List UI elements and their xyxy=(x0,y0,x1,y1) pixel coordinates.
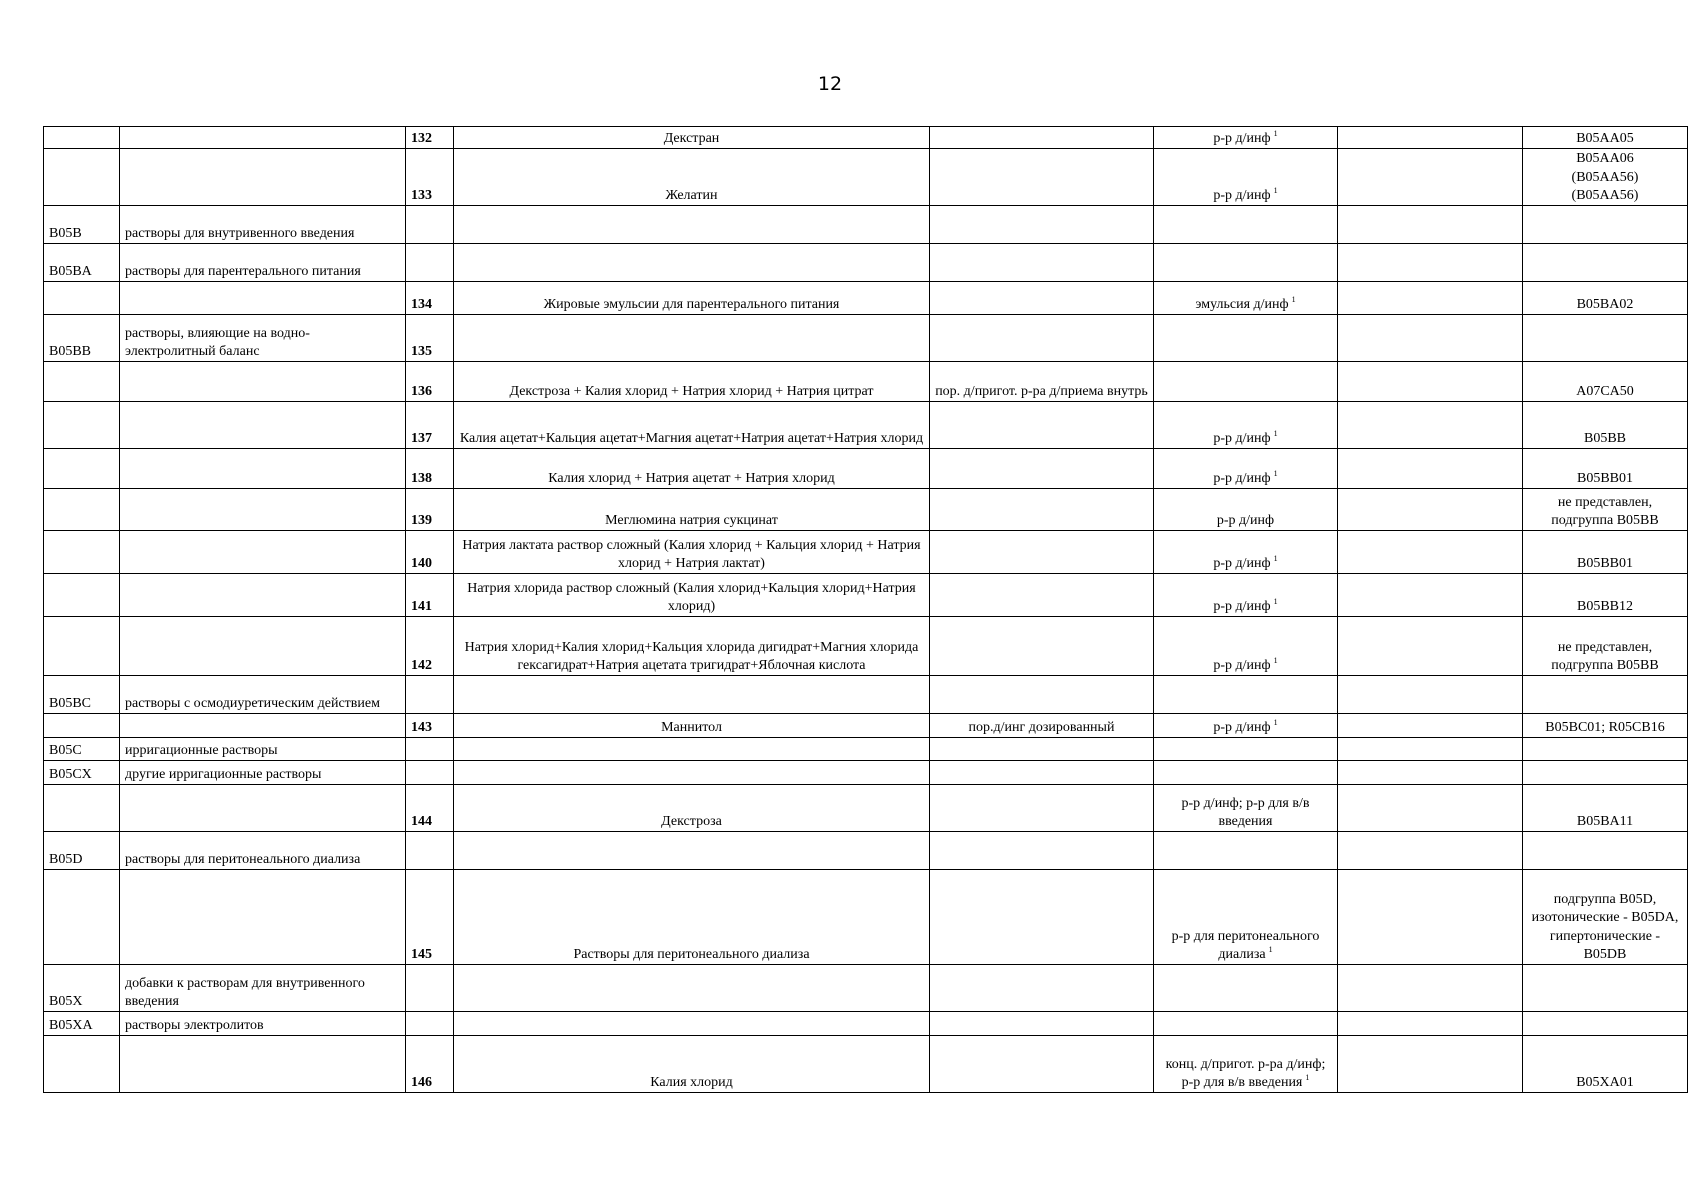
dosage-form xyxy=(930,149,1154,206)
atc-group-name xyxy=(120,870,406,965)
row-number xyxy=(406,127,454,149)
footnote-marker: 1 xyxy=(1273,129,1278,139)
dosage-form xyxy=(930,832,1154,870)
extra-cell xyxy=(1338,244,1523,282)
extra-cell xyxy=(1338,965,1523,1012)
atc-code xyxy=(1523,244,1688,282)
atc-code xyxy=(1523,489,1688,531)
row-number xyxy=(406,362,454,402)
table-row xyxy=(44,832,1688,870)
atc-group-code-text: B05CX xyxy=(49,766,92,782)
dosage-form-2 xyxy=(1154,870,1338,965)
row-number-text: 138 xyxy=(411,470,432,486)
atc-group-code xyxy=(44,449,120,489)
atc-group-code xyxy=(44,362,120,402)
row-number-text: 132 xyxy=(411,130,432,146)
drug-name xyxy=(454,402,930,449)
dosage-form-2 xyxy=(1154,127,1338,149)
atc-code xyxy=(1523,761,1688,785)
atc-group-code xyxy=(44,617,120,676)
row-number-text: 137 xyxy=(411,430,432,446)
dosage-form-2 xyxy=(1154,714,1338,738)
row-number xyxy=(406,1036,454,1093)
table-row xyxy=(44,617,1688,676)
atc-group-code xyxy=(44,531,120,574)
row-number-text: 144 xyxy=(411,813,432,829)
table-row xyxy=(44,676,1688,714)
row-number xyxy=(406,965,454,1012)
atc-code-text: B05BC01; R05CB16 xyxy=(1545,719,1665,735)
table-row xyxy=(44,402,1688,449)
row-number xyxy=(406,315,454,362)
atc-group-name xyxy=(120,617,406,676)
drug-name xyxy=(454,785,930,832)
atc-group-name-text: растворы для парентерального питания xyxy=(125,263,361,279)
dosage-form xyxy=(930,676,1154,714)
atc-group-code xyxy=(44,315,120,362)
footnote-marker: 1 xyxy=(1273,429,1278,439)
drug-name-text: Калия хлорид + Натрия ацетат + Натрия хлорид xyxy=(548,470,835,486)
atc-group-code xyxy=(44,832,120,870)
atc-code-text: B05BB01 xyxy=(1576,470,1633,486)
atc-group-code xyxy=(44,127,120,149)
dosage-form-2 xyxy=(1154,489,1338,531)
dosage-form-2 xyxy=(1154,315,1338,362)
dosage-form xyxy=(930,714,1154,738)
table-row xyxy=(44,362,1688,402)
atc-group-name xyxy=(120,738,406,761)
atc-code-text: B05BB xyxy=(1583,430,1626,446)
atc-code xyxy=(1523,362,1688,402)
row-number xyxy=(406,282,454,315)
atc-group-name-text: растворы для внутривенного введения xyxy=(125,225,355,241)
dosage-form xyxy=(930,282,1154,315)
atc-group-code xyxy=(44,206,120,244)
atc-group-name xyxy=(120,127,406,149)
row-number xyxy=(406,489,454,531)
table-body xyxy=(44,127,1688,1093)
extra-cell xyxy=(1338,761,1523,785)
row-number xyxy=(406,761,454,785)
footnote-marker: 1 xyxy=(1291,295,1296,305)
dosage-form xyxy=(930,785,1154,832)
dosage-form-2 xyxy=(1154,1036,1338,1093)
dosage-form-2 xyxy=(1154,206,1338,244)
extra-cell xyxy=(1338,1036,1523,1093)
atc-group-code-text: B05D xyxy=(49,851,83,867)
atc-code-text: A07CA50 xyxy=(1576,383,1634,399)
atc-group-code xyxy=(44,1036,120,1093)
atc-group-name xyxy=(120,676,406,714)
page-number: 12 xyxy=(817,73,843,95)
atc-group-name-text: растворы, влияющие на водно-электролитный баланс xyxy=(125,325,310,359)
atc-group-name xyxy=(120,449,406,489)
table-row xyxy=(44,785,1688,832)
dosage-form-2-text: р-р д/инф xyxy=(1213,657,1271,673)
drug-name xyxy=(454,1012,930,1036)
table-row xyxy=(44,574,1688,617)
dosage-form-2 xyxy=(1154,965,1338,1012)
table-row xyxy=(44,738,1688,761)
extra-cell xyxy=(1338,127,1523,149)
atc-group-code-text: B05X xyxy=(49,993,83,1009)
atc-group-code xyxy=(44,282,120,315)
atc-code xyxy=(1523,206,1688,244)
footnote-marker: 1 xyxy=(1268,945,1273,955)
row-number-text: 145 xyxy=(411,946,432,962)
extra-cell xyxy=(1338,282,1523,315)
dosage-form xyxy=(930,127,1154,149)
extra-cell xyxy=(1338,206,1523,244)
extra-cell xyxy=(1338,531,1523,574)
drug-table xyxy=(43,126,1688,1093)
atc-group-name-text: добавки к растворам для внутривенного введения xyxy=(125,975,365,1009)
dosage-form-2 xyxy=(1154,761,1338,785)
dosage-form-2-text: эмульсия д/инф xyxy=(1195,296,1289,312)
row-number-text: 134 xyxy=(411,296,432,312)
atc-group-code xyxy=(44,785,120,832)
drug-name xyxy=(454,870,930,965)
dosage-form xyxy=(930,402,1154,449)
dosage-form-2 xyxy=(1154,402,1338,449)
atc-code-text: не представлен, подгруппа B05BB xyxy=(1551,494,1659,528)
atc-code xyxy=(1523,127,1688,149)
drug-name xyxy=(454,489,930,531)
dosage-form-2-text: р-р д/инф xyxy=(1213,187,1271,203)
atc-group-code-text: B05XA xyxy=(49,1017,93,1033)
atc-code xyxy=(1523,574,1688,617)
dosage-form-2 xyxy=(1154,785,1338,832)
atc-group-name xyxy=(120,362,406,402)
table-row xyxy=(44,206,1688,244)
atc-group-name xyxy=(120,402,406,449)
row-number xyxy=(406,1012,454,1036)
dosage-form-2 xyxy=(1154,676,1338,714)
table-row xyxy=(44,761,1688,785)
extra-cell xyxy=(1338,714,1523,738)
extra-cell xyxy=(1338,617,1523,676)
atc-group-name xyxy=(120,1036,406,1093)
row-number xyxy=(406,531,454,574)
atc-code-text: B05BB01 xyxy=(1576,555,1633,571)
extra-cell xyxy=(1338,785,1523,832)
atc-group-code xyxy=(44,244,120,282)
atc-group-name xyxy=(120,1012,406,1036)
atc-group-code-text: B05BA xyxy=(49,263,92,279)
row-number-text: 142 xyxy=(411,657,432,673)
drug-name-text: Натрия лактата раствор сложный (Калия хлорид + Кальция хлорид + Натрия хлорид + Натрия лактат) xyxy=(462,537,921,571)
row-number xyxy=(406,870,454,965)
table-row xyxy=(44,1012,1688,1036)
atc-code-text: B05BB12 xyxy=(1576,598,1633,614)
atc-group-code-text: B05C xyxy=(49,742,82,758)
atc-code xyxy=(1523,714,1688,738)
atc-group-name xyxy=(120,315,406,362)
atc-code xyxy=(1523,149,1688,206)
row-number-text: 146 xyxy=(411,1074,432,1090)
footnote-marker: 1 xyxy=(1273,597,1278,607)
row-number xyxy=(406,676,454,714)
dosage-form-2-text: р-р д/инф xyxy=(1213,470,1271,486)
table-row xyxy=(44,127,1688,149)
dosage-form-2-text: р-р д/инф xyxy=(1213,719,1271,735)
atc-group-name-text: растворы с осмодиуретическим действием xyxy=(125,695,380,711)
atc-code xyxy=(1523,617,1688,676)
drug-name xyxy=(454,449,930,489)
table-row xyxy=(44,315,1688,362)
table-row xyxy=(44,965,1688,1012)
row-number-text: 141 xyxy=(411,598,432,614)
extra-cell xyxy=(1338,676,1523,714)
table-row xyxy=(44,531,1688,574)
footnote-marker: 1 xyxy=(1273,656,1278,666)
row-number xyxy=(406,244,454,282)
dosage-form xyxy=(930,531,1154,574)
atc-code xyxy=(1523,531,1688,574)
atc-group-name xyxy=(120,282,406,315)
dosage-form xyxy=(930,489,1154,531)
drug-name xyxy=(454,738,930,761)
drug-name xyxy=(454,282,930,315)
atc-code-text: B05BA11 xyxy=(1576,813,1634,829)
drug-name xyxy=(454,676,930,714)
atc-code xyxy=(1523,965,1688,1012)
extra-cell xyxy=(1338,1012,1523,1036)
atc-group-code xyxy=(44,761,120,785)
extra-cell xyxy=(1338,870,1523,965)
atc-group-code xyxy=(44,402,120,449)
dosage-form-2 xyxy=(1154,282,1338,315)
atc-group-name xyxy=(120,574,406,617)
atc-code-text: B05AA06 (B05AA56) (B05AA56) xyxy=(1571,151,1639,203)
dosage-form xyxy=(930,362,1154,402)
row-number xyxy=(406,402,454,449)
atc-group-name-text: растворы для перитонеального диализа xyxy=(125,851,361,867)
drug-name xyxy=(454,127,930,149)
dosage-form-2 xyxy=(1154,832,1338,870)
atc-group-name xyxy=(120,244,406,282)
drug-name-text: Меглюмина натрия сукцинат xyxy=(605,512,778,528)
drug-name xyxy=(454,965,930,1012)
dosage-form-2 xyxy=(1154,244,1338,282)
dosage-form xyxy=(930,870,1154,965)
atc-group-name-text: растворы электролитов xyxy=(125,1017,264,1033)
row-number xyxy=(406,449,454,489)
atc-group-name xyxy=(120,785,406,832)
extra-cell xyxy=(1338,149,1523,206)
atc-group-code xyxy=(44,1012,120,1036)
dosage-form xyxy=(930,761,1154,785)
dosage-form xyxy=(930,244,1154,282)
dosage-form-2 xyxy=(1154,531,1338,574)
atc-group-name xyxy=(120,206,406,244)
row-number xyxy=(406,738,454,761)
atc-group-code xyxy=(44,489,120,531)
extra-cell xyxy=(1338,362,1523,402)
row-number-text: 136 xyxy=(411,383,432,399)
dosage-form xyxy=(930,1012,1154,1036)
atc-group-name xyxy=(120,149,406,206)
atc-group-name xyxy=(120,761,406,785)
row-number-text: 135 xyxy=(411,343,432,359)
atc-group-code-text: B05BC xyxy=(49,695,92,711)
atc-group-code-text: B05BB xyxy=(49,343,92,359)
footnote-marker: 1 xyxy=(1273,554,1278,564)
table-row xyxy=(44,870,1688,965)
atc-group-name xyxy=(120,489,406,531)
drug-name-text: Калия ацетат+Кальция ацетат+Магния ацетат+Натрия ацетат+Натрия хлорид xyxy=(459,430,924,446)
dosage-form-2 xyxy=(1154,617,1338,676)
drug-name xyxy=(454,761,930,785)
row-number xyxy=(406,149,454,206)
atc-code xyxy=(1523,832,1688,870)
atc-code-text: подгруппа B05D, изотонические - B05DA, гипертонические - B05DB xyxy=(1531,892,1679,962)
dosage-form xyxy=(930,738,1154,761)
table-row xyxy=(44,1036,1688,1093)
drug-name-text: Жировые эмульсии для парентерального питания xyxy=(543,296,840,312)
atc-code xyxy=(1523,676,1688,714)
row-number-text: 143 xyxy=(411,719,432,735)
dosage-form-2 xyxy=(1154,149,1338,206)
row-number xyxy=(406,785,454,832)
atc-group-code xyxy=(44,870,120,965)
row-number-text: 133 xyxy=(411,187,432,203)
dosage-form-text: пор.д/инг дозированный xyxy=(968,719,1115,735)
atc-group-name xyxy=(120,531,406,574)
table-row xyxy=(44,244,1688,282)
atc-group-code xyxy=(44,738,120,761)
dosage-form xyxy=(930,449,1154,489)
drug-name-text: Декстроза + Калия хлорид + Натрия хлорид + Натрия цитрат xyxy=(509,383,874,399)
row-number xyxy=(406,714,454,738)
drug-name-text: Декстроза xyxy=(661,813,722,829)
extra-cell xyxy=(1338,449,1523,489)
atc-code-text: B05BA02 xyxy=(1576,296,1634,312)
atc-code xyxy=(1523,1012,1688,1036)
dosage-form-text: пор. д/пригот. р-ра д/приема внутрь xyxy=(935,383,1148,399)
atc-code xyxy=(1523,402,1688,449)
atc-group-name xyxy=(120,832,406,870)
drug-name xyxy=(454,315,930,362)
drug-name-text: Натрия хлорид+Калия хлорид+Кальция хлорида дигидрат+Магния хлорида гексагидрат+Натрия ацетата тригидрат+Яблочная кислота xyxy=(464,639,919,673)
extra-cell xyxy=(1338,574,1523,617)
dosage-form-2-text: р-р д/инф xyxy=(1213,598,1271,614)
dosage-form-2 xyxy=(1154,1012,1338,1036)
table-row xyxy=(44,489,1688,531)
dosage-form xyxy=(930,617,1154,676)
atc-code-text: B05AA05 xyxy=(1576,130,1634,146)
atc-code-text: не представлен, подгруппа B05BB xyxy=(1551,639,1659,673)
dosage-form-2 xyxy=(1154,362,1338,402)
drug-name xyxy=(454,832,930,870)
footnote-marker: 1 xyxy=(1305,1073,1310,1083)
drug-name-text: Маннитол xyxy=(661,719,722,735)
dosage-form-2-text: р-р д/инф xyxy=(1216,512,1275,528)
dosage-form-2 xyxy=(1154,574,1338,617)
table-row xyxy=(44,714,1688,738)
row-number-text: 140 xyxy=(411,555,432,571)
atc-group-code xyxy=(44,574,120,617)
drug-name xyxy=(454,362,930,402)
footnote-marker: 1 xyxy=(1273,186,1278,196)
dosage-form xyxy=(930,574,1154,617)
extra-cell xyxy=(1338,402,1523,449)
atc-code xyxy=(1523,449,1688,489)
atc-group-name xyxy=(120,965,406,1012)
drug-name-text: Растворы для перитонеального диализа xyxy=(573,946,810,962)
footnote-marker: 1 xyxy=(1273,718,1278,728)
row-number-text: 139 xyxy=(411,512,432,528)
atc-code xyxy=(1523,870,1688,965)
atc-code xyxy=(1523,785,1688,832)
drug-name xyxy=(454,617,930,676)
drug-name xyxy=(454,574,930,617)
drug-name-text: Желатин xyxy=(665,187,718,203)
dosage-form xyxy=(930,965,1154,1012)
dosage-form-2-text: р-р д/инф xyxy=(1213,430,1271,446)
atc-group-name-text: ирригационные растворы xyxy=(125,742,278,758)
drug-name-text: Декстран xyxy=(663,130,720,146)
dosage-form-2-text: р-р д/инф xyxy=(1213,130,1271,146)
atc-group-code xyxy=(44,676,120,714)
atc-code xyxy=(1523,282,1688,315)
drug-name-text: Натрия хлорида раствор сложный (Калия хлорид+Кальция хлорид+Натрия хлорид) xyxy=(467,580,916,614)
drug-name xyxy=(454,244,930,282)
dosage-form-2 xyxy=(1154,449,1338,489)
atc-code xyxy=(1523,1036,1688,1093)
drug-name xyxy=(454,1036,930,1093)
row-number xyxy=(406,617,454,676)
dosage-form xyxy=(930,1036,1154,1093)
dosage-form xyxy=(930,315,1154,362)
dosage-form-2-text: р-р д/инф; р-р для в/в введения xyxy=(1181,795,1310,829)
extra-cell xyxy=(1338,315,1523,362)
extra-cell xyxy=(1338,489,1523,531)
extra-cell xyxy=(1338,832,1523,870)
dosage-form xyxy=(930,206,1154,244)
drug-name xyxy=(454,206,930,244)
row-number xyxy=(406,206,454,244)
dosage-form-2-text: р-р для перитонеального диализа xyxy=(1171,928,1320,962)
atc-code xyxy=(1523,315,1688,362)
dosage-form-2-text: р-р д/инф xyxy=(1213,555,1271,571)
drug-name xyxy=(454,714,930,738)
table-row xyxy=(44,449,1688,489)
extra-cell xyxy=(1338,738,1523,761)
drug-name-text: Калия хлорид xyxy=(650,1074,733,1090)
atc-group-name xyxy=(120,714,406,738)
footnote-marker: 1 xyxy=(1273,469,1278,479)
table-row xyxy=(44,149,1688,206)
table-row xyxy=(44,282,1688,315)
atc-group-code xyxy=(44,149,120,206)
atc-group-code xyxy=(44,714,120,738)
atc-group-code-text: B05B xyxy=(49,225,82,241)
atc-group-name-text: другие ирригационные растворы xyxy=(125,766,322,782)
dosage-form-2 xyxy=(1154,738,1338,761)
atc-code xyxy=(1523,738,1688,761)
row-number xyxy=(406,574,454,617)
drug-name xyxy=(454,149,930,206)
dosage-form-2-text: конц. д/пригот. р-ра д/инф; р-р для в/в введения xyxy=(1165,1056,1326,1090)
drug-name xyxy=(454,531,930,574)
atc-code-text: B05XA01 xyxy=(1576,1074,1634,1090)
atc-group-code xyxy=(44,965,120,1012)
row-number xyxy=(406,832,454,870)
